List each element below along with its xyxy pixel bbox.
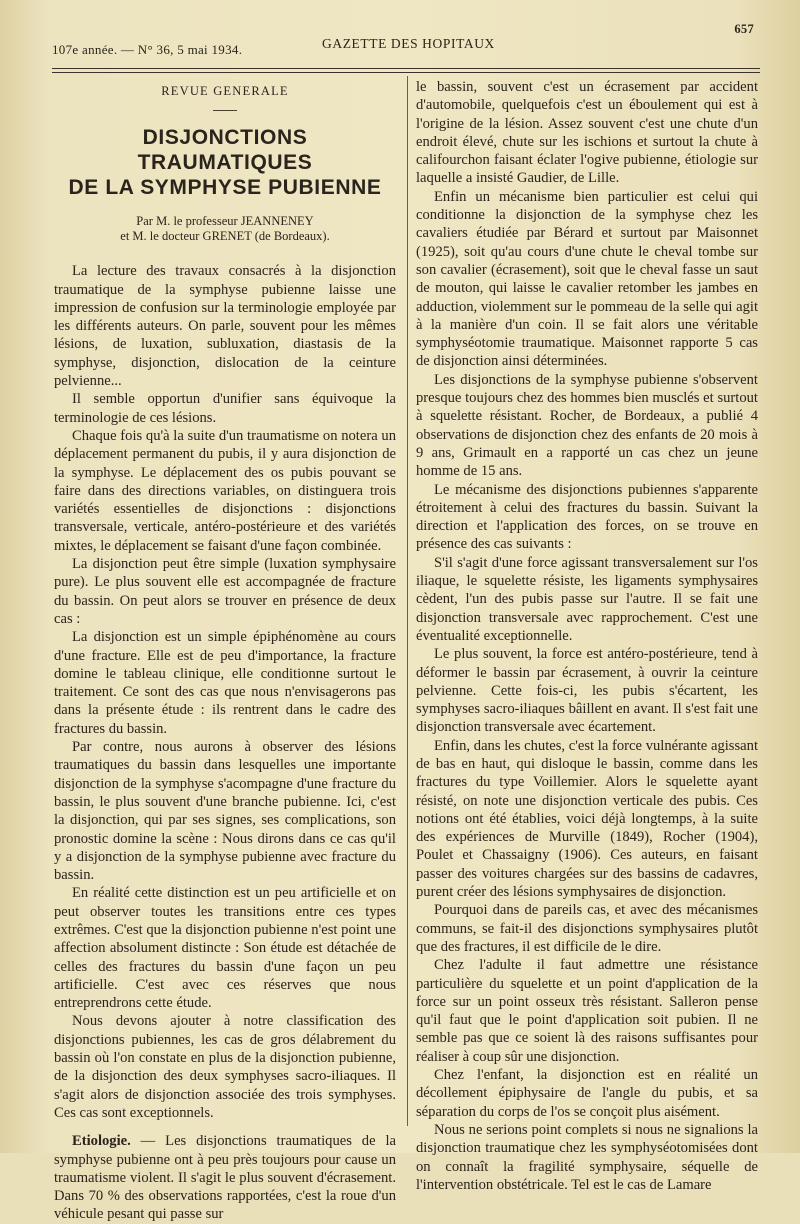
section-label: REVUE GENERALE <box>161 84 289 98</box>
header-rule-thin <box>52 72 760 73</box>
header-rule <box>52 68 760 69</box>
journal-title: GAZETTE DES HOPITAUX <box>322 36 495 51</box>
paragraph: Par contre, nous aurons à observer des lésions traumatiques du bassin dans lesquelles une importante disjonction de la symphyse s'acompagne d'une fracture du bassin, le plus souvent d'une branche pubienne. Ici, c'est la disjonction, qui par ses signes, ses complications, son pronostic domine la scène : Nous dirons dans ce cas qu'il y a disjonction de la symphyse pubienne avec fracture du bassin. <box>54 739 396 884</box>
section-rule <box>213 110 237 111</box>
paragraph: La disjonction est un simple épiphénomène au cours d'une fracture. Elle est de peu d'importance, la fracture domine le tableau clinique, elle conditionne surtout le traitement. Ce sont des cas que nous n'envisagerons pas dans la présente étude : ils rentrent dans le cadre des fractures du bassin. <box>54 629 396 737</box>
paragraph: le bassin, souvent c'est un écrasement par accident d'automobile, quelquefois c'est un éboulement qui est à l'origine de la lésion. Assez souvent c'est une chute d'un endroit élevé, chute sur les ischions et surtout la chute à califourchon faisant éclater l'ogive pubienne, étiologie sur laquelle a insisté Gaudier, de Lille. <box>416 79 758 187</box>
paragraph: Le mécanisme des disjonctions pubiennes s'apparente étroitement à celui des fractures du bassin. Suivant la direction et l'application des forces, on se trouve en présence des cas suivants : <box>416 481 758 553</box>
etiology-heading: Etiologie. <box>72 1133 131 1150</box>
paragraph: Pourquoi dans de pareils cas, et avec des mécanismes communs, se fait-il des disjonctions symphysaires plutôt que des fractures, il est difficile de le dire. <box>416 902 758 955</box>
paragraph: Nous ne serions point complets si nous ne signalions la disjonction traumatique chez les symphyséotomisées dont on connaît la fragilité symphysaire, séquelle de l'intervention obstétricale. Tel est le cas de Lamare <box>416 1121 758 1193</box>
column-divider <box>407 76 408 1126</box>
paragraph: S'il s'agit d'une force agissant transversalement sur l'os iliaque, le squelette résiste, les ligaments symphysaires cèdent, l'un des pubis passe sur l'autre. Il se fait une disjonction transversale avec rapprochement. C'est une éventualité exceptionnelle. <box>416 554 758 644</box>
right-column <box>416 78 758 1194</box>
etiology-text: — Les disjonctions traumatiques de la symphyse pubienne ont à peu près toujours pour cause un traumatisme violent. Il s'agit le plus souvent d'écrasement. Dans 70 % des observations rapportées, c'est la roue d'un véhicule pesant qui passe sur <box>54 1133 396 1223</box>
paragraph: En réalité cette distinction est un peu artificielle et on peut observer toutes les transitions entre ces types extrêmes. C'est que la disjonction pubienne n'est point une affection absolument distincte : Son étude est détachée de celles des fractures du bassin d'une façon un peu artificielle. C'est avec ces réserves que nous entreprendrons cette étude. <box>54 885 396 1012</box>
paragraph: Chez l'adulte il faut admettre une résistance particulière du squelette et un point d'application de la force sur un point osseux très résistant. Salleron pense qu'il faut que le point d'application soit pubien. Il ne semble pas que ce soient là des raisons suffisantes pour réaliser à coup sûr une disjonction. <box>416 957 758 1065</box>
paragraph: Enfin, dans les chutes, c'est la force vulnérante agissant de bas en haut, qui disloque le bassin, comme dans les fractures du type Voillemier. Alors le squelette ayant résisté, on note une disjonction verticale des pubis. Ces notions ont été établies, voici déjà longtemps, à la suite des expériences de Murville (1849), Rocher (1904), Poulet et Chassaigny (1906). Ces auteurs, en faisant passer des voitures chargées sur des bassins de cadavres, purent créer des lésions symphysaires de disjonction. <box>416 737 758 901</box>
article-title <box>54 125 396 200</box>
paragraph: Il semble opportun d'unifier sans équivoque la terminologie de ces lésions. <box>54 391 396 426</box>
issue-info: 107e année. — N° 36, 5 mai 1934. <box>52 42 243 57</box>
article-title-line-1: DISJONCTIONS TRAUMATIQUES <box>137 126 313 175</box>
paragraph: Enfin un mécanisme bien particulier est celui qui conditionne la disjonction de la symphyse chez les cavaliers étudiée par Bérard et surtout par Maisonnet (1925), soit qu'au cours d'une chute le cheval tombe sur son cavalier (écrasement), soit que le cheval fasse un saut de mouton, qui laisse le cavalier retomber les jambes en adduction, violemment sur le pommeau de la selle qui agit à la manière d'un coin. Il se fait alors une véritable symphyséotomie traumatique. Maisonnet rapporte 5 cas de disjonction ainsi déterminées. <box>416 188 758 370</box>
byline <box>54 214 396 244</box>
paragraph: La disjonction peut être simple (luxation symphysaire pure). Le plus souvent elle est accompagnée de fracture du bassin. On peut alors se trouver en présence de deux cas : <box>54 556 396 627</box>
paragraph: Le plus souvent, la force est antéro-postérieure, tend à déformer le bassin par écrasement, à ouvrir la ceinture pelvienne. Cette fois-ci, les pubis s'écartent, les symphyses sacro-iliaques bâillent en avant. Il s'est fait une disjonction transversale avec écartement. <box>416 646 758 736</box>
masthead <box>52 22 760 64</box>
paragraph: Chez l'enfant, la disjonction est en réalité un décollement épiphysaire de l'angle du pubis, et sa séparation du corps de l'os se conçoit plus aisément. <box>416 1067 758 1120</box>
byline-line-2: et M. le docteur GRENET (de Bordeaux). <box>120 229 330 244</box>
paragraph: Nous devons ajouter à notre classification des disjonctions pubiennes, les cas de gros délabrement du bassin où l'on constate en plus de la disjonction pubienne, de la disjonction des deux symphyses sacro-iliaques. Il s'agit alors de disjonction associée des trois symphyses. Ces cas sont exceptionnels. <box>54 1013 396 1121</box>
article-title-line-2: DE LA SYMPHYSE PUBIENNE <box>68 176 382 200</box>
paragraph: Les disjonctions de la symphyse pubienne s'observent presque toujours chez des hommes bien musclés et surtout à squelette résistant. Rocher, de Bordeaux, a publié 4 observations de disjonction chez des enfants de 20 mois à 9 ans, Grimault en a rapporté un cas chez un jeune homme de 15 ans. <box>416 371 758 480</box>
byline-line-1: Par M. le professeur JEANNENEY <box>136 214 314 229</box>
etiology-paragraph <box>54 1132 396 1223</box>
page-number: 657 <box>734 22 754 36</box>
left-column <box>54 78 396 1224</box>
paragraph: Chaque fois qu'à la suite d'un traumatisme on notera un déplacement permanent du pubis, il y aura disjonction de la symphyse. Le déplacement des os pubis pouvant se faire dans des directions variables, on distinguera trois variétés essentielles de disjonctions : disjonctions transversale, verticale, antéro-postérieure et des variétés mixtes, le déplacement se faisant d'une façon combinée. <box>54 427 396 554</box>
paragraph: La lecture des travaux consacrés à la disjonction traumatique de la symphyse pubienne laisse une impression de confusion sur la terminologie employée par les différents auteurs. On parle, souvent pour les mêmes lésions, de luxation, subluxation, diastasis de la symphyse, disjonction, dislocation de la ceinture pelvienne... <box>54 263 396 390</box>
